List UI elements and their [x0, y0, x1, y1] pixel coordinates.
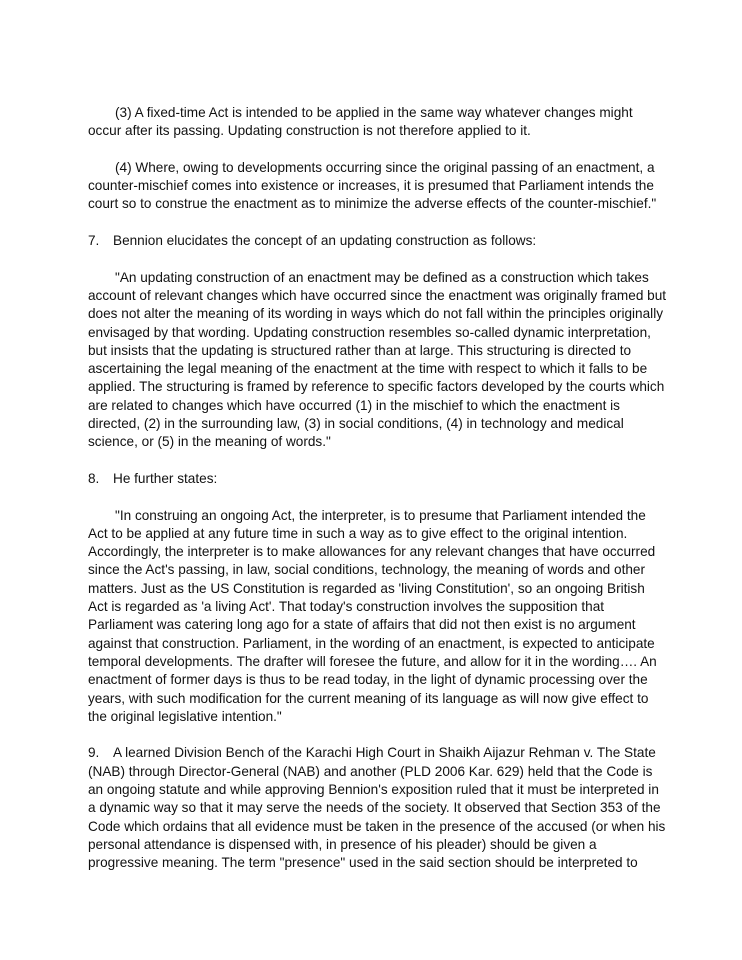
paragraph-4 [88, 159, 658, 214]
paragraph-text: Bennion elucidates the concept of an updating construction as follows: [113, 233, 537, 249]
paragraph-number: 9. [88, 745, 100, 761]
quote-line: the original legislative intention." [88, 708, 282, 724]
quote-line: temporal developments. The drafter will foresee the future, and allow for it in the wording…. An [88, 653, 657, 669]
paragraph-line: (4) Where, owing to developments occurring since the original passing of an enactment, a [115, 159, 655, 175]
paragraph-text: A learned Division Bench of the Karachi High Court in Shaikh Aijazur Rehman v. The State [113, 745, 656, 761]
quote-line: applied. The structuring is framed by reference to specific factors developed by the courts which [88, 379, 665, 395]
document-page [88, 104, 667, 891]
quote-line: Parliament was catering long ago for a state of affairs that did not then exist is no argument [88, 617, 636, 633]
paragraph-text: He further states: [113, 470, 218, 486]
paragraph-line: counter-mischief comes into existence or increases, it is presumed that Parliament intends the [88, 178, 654, 194]
paragraph-line: Code which ordains that all evidence must be taken in the presence of the accused (or when his [88, 818, 666, 834]
paragraph-line [88, 744, 658, 762]
paragraph-3 [88, 104, 658, 141]
quote-7 [88, 269, 667, 452]
paragraph-line: occur after its passing. Updating construction is not therefore applied to it. [88, 123, 531, 139]
quote-line: years, with such modification for the current meaning of its language as will now give effect to [88, 690, 649, 706]
quote-line: does not alter the meaning of its wording in ways which do not fall within the principles originally [88, 306, 664, 322]
quote-line: are related to changes which have occurred (1) in the mischief to which the enactment is [88, 397, 620, 413]
quote-line: since the Act's passing, in law, social conditions, technology, the meaning of words and other [88, 562, 645, 578]
quote-line: matters. Just as the US Constitution is regarded as 'living Constitution', so an ongoing British [88, 580, 645, 596]
quote-line: but insists that the updating is structured rather than at large. This structuring is directed to [88, 342, 632, 358]
paragraph-line: court so to construe the enactment as to minimize the adverse effects of the counter-mischief." [88, 196, 657, 212]
quote-line: enactment of former days is thus to be read today, in the light of dynamic processing over the [88, 672, 648, 688]
paragraph-line: (NAB) through Director-General (NAB) and another (PLD 2006 Kar. 629) held that the Code is [88, 763, 653, 779]
quote-line: "An updating construction of an enactment may be defined as a construction which takes [115, 269, 649, 285]
paragraph-number: 8. [88, 470, 100, 486]
paragraph-line: an ongoing statute and while approving Bennion's exposition ruled that it must be interpreted in [88, 781, 659, 797]
paragraph-line: (3) A fixed-time Act is intended to be applied in the same way whatever changes might [115, 105, 633, 120]
paragraph-line: personal attendance is dispensed with, in presence of his pleader) should be given a [88, 836, 597, 852]
paragraph-7 [88, 232, 658, 250]
quote-line: science, or (5) in the meaning of words." [88, 434, 331, 450]
paragraph-line: progressive meaning. The term "presence" used in the said section should be interpreted to [88, 855, 638, 871]
quote-line: directed, (2) in the surrounding law, (3) in social conditions, (4) in technology and medical [88, 416, 624, 432]
quote-line: envisaged by that wording. Updating construction resembles so-called dynamic interpretation, [88, 324, 651, 340]
quote-8 [88, 507, 658, 727]
paragraph-9 [88, 744, 666, 872]
quote-line: account of relevant changes which have occurred since the enactment was originally framed but [88, 287, 667, 303]
paragraph-line: a dynamic way so that it may serve the needs of the society. It observed that Section 353 of the [88, 800, 661, 816]
quote-line: Act is regarded as 'a living Act'. That today's construction involves the supposition that [88, 599, 605, 615]
paragraph-8 [88, 470, 658, 488]
quote-line: Act to be applied at any future time in such a way as to give effect to the original intention. [88, 525, 628, 541]
quote-line: against that construction. Parliament, in the wording of an enactment, is expected to anticipate [88, 635, 655, 651]
quote-line: "In construing an ongoing Act, the interpreter, is to presume that Parliament intended the [115, 507, 646, 523]
quote-line: Accordingly, the interpreter is to make allowances for any relevant changes that have occurred [88, 544, 656, 560]
paragraph-number: 7. [88, 233, 100, 249]
quote-line: ascertaining the legal meaning of the enactment at the time with respect to which it falls to be [88, 361, 648, 377]
